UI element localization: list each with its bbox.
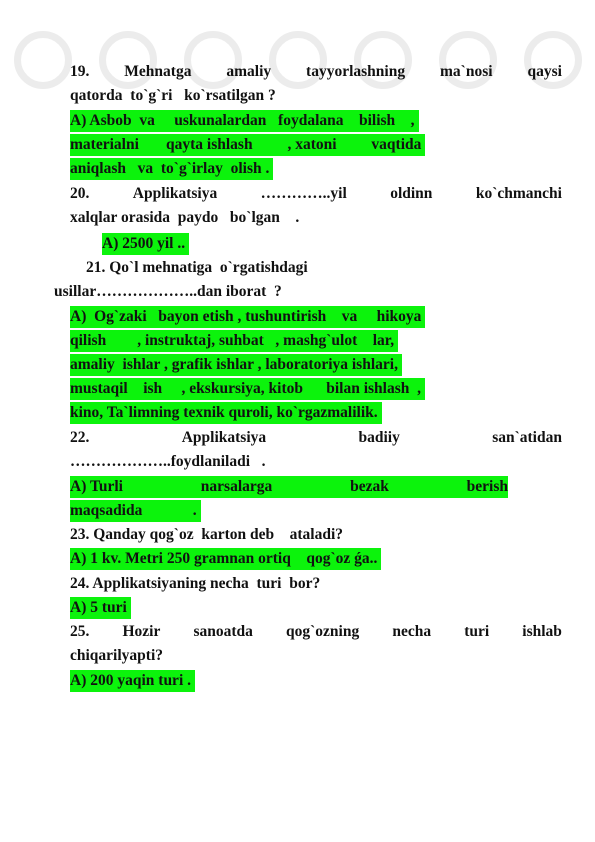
q21-line-1: 21. Qo`l mehnatiga o`rgatishdagi bbox=[86, 259, 308, 276]
watermark-mark bbox=[14, 31, 72, 89]
q20-word: ko`chmanchi bbox=[475, 185, 562, 202]
q19-word: Mehnatga bbox=[124, 63, 192, 80]
answer-highlight: amaliy ishlar , grafik ishlar , laboratoriya ishlari, bbox=[70, 354, 402, 376]
answer-highlight: A) 200 yaqin turi . bbox=[70, 670, 195, 692]
answer-highlight: aniqlash va to`g`irlay olish . bbox=[70, 158, 273, 180]
q22-word: 22. bbox=[70, 429, 90, 446]
answer-highlight: A) Asbob va uskunalardan foydalana bilish , bbox=[70, 110, 419, 132]
answer-highlight: A) 1 kv. Metri 250 gramnan ortiq qog`oz ǵa.. bbox=[70, 548, 381, 570]
q22-answer-word: berish bbox=[466, 478, 508, 495]
q22-word: san`atidan bbox=[492, 429, 562, 446]
answer-highlight: qilish , instruktaj, suhbat , mashg`ulot lar, bbox=[70, 330, 398, 352]
q19-word: qaysi bbox=[527, 63, 562, 80]
q19-line-2: qatorda to`g`ri ko`rsatilgan ? bbox=[70, 87, 276, 104]
answer-highlight: A) Og`zaki bayon etish , tushuntirish va hikoya bbox=[70, 306, 425, 328]
answer-highlight bbox=[70, 476, 508, 498]
answer-highlight: kino, Ta`limning texnik quroli, ko`rgazmalilik. bbox=[70, 402, 382, 424]
q25-word: qog`ozning bbox=[286, 623, 360, 640]
q22-answer-line-2 bbox=[70, 500, 201, 522]
q19-word: tayyorlashning bbox=[306, 63, 406, 80]
q22-answer-line-1 bbox=[70, 476, 508, 498]
q19-answer-line-3 bbox=[70, 158, 273, 180]
answer-highlight: maqsadida . bbox=[70, 500, 201, 522]
q24-answer bbox=[70, 597, 131, 619]
q19-word: amaliy bbox=[226, 63, 272, 80]
q21-answer-line-4 bbox=[70, 378, 425, 400]
answer-highlight: materialni qayta ishlash , xatoni vaqtida bbox=[70, 134, 425, 156]
q20-answer bbox=[102, 233, 189, 255]
q23-question: 23. Qanday qog`oz karton deb ataladi? bbox=[70, 526, 344, 543]
q24-question: 24. Applikatsiyaning necha turi bor? bbox=[70, 575, 321, 592]
q21-answer-line-5 bbox=[70, 402, 382, 424]
q25-word: sanoatda bbox=[193, 623, 253, 640]
q20-word: 20. bbox=[70, 185, 90, 202]
q19-answer-line-1 bbox=[70, 110, 419, 132]
q19-word: 19. bbox=[70, 63, 90, 80]
q23-answer bbox=[70, 548, 381, 570]
q25-word: necha bbox=[392, 623, 432, 640]
q22-answer-word: narsalarga bbox=[200, 478, 273, 495]
q21-answer-line-1 bbox=[70, 306, 425, 328]
q20-word: …………..yil bbox=[260, 185, 347, 202]
q25-answer bbox=[70, 670, 195, 692]
q20-word: Applikatsiya bbox=[132, 185, 218, 202]
answer-highlight: A) 2500 yil .. bbox=[102, 233, 189, 255]
q22-answer-word: A) Turli bbox=[70, 478, 123, 495]
q25-word: 25. bbox=[70, 623, 90, 640]
answer-highlight: A) 5 turi bbox=[70, 597, 131, 619]
q25-line-2: chiqarilyapti? bbox=[70, 647, 164, 664]
q25-word: ishlab bbox=[522, 623, 562, 640]
q25-word: turi bbox=[464, 623, 490, 640]
q25-word: Hozir bbox=[122, 623, 161, 640]
q20-word: oldinn bbox=[390, 185, 433, 202]
q21-line-2: usillar………………..dan iborat ? bbox=[54, 283, 282, 300]
q22-line-2: ………………..foydlaniladi . bbox=[70, 453, 266, 470]
q22-word: badiiy bbox=[358, 429, 400, 446]
q25-line-1 bbox=[70, 621, 562, 643]
q20-line-2: xalqlar orasida paydo bo`lgan . bbox=[70, 209, 300, 226]
q21-answer-line-3 bbox=[70, 354, 402, 376]
q19-answer-line-2 bbox=[70, 134, 425, 156]
q19-line-1 bbox=[70, 61, 562, 83]
q22-line-1 bbox=[70, 427, 562, 449]
answer-highlight: mustaqil ish , ekskursiya, kitob bilan ishlash , bbox=[70, 378, 425, 400]
q21-answer-line-2 bbox=[70, 330, 398, 352]
q19-word: ma`nosi bbox=[440, 63, 493, 80]
q22-word: Applikatsiya bbox=[181, 429, 267, 446]
q20-line-1 bbox=[70, 183, 562, 205]
q22-answer-word: bezak bbox=[350, 478, 389, 495]
